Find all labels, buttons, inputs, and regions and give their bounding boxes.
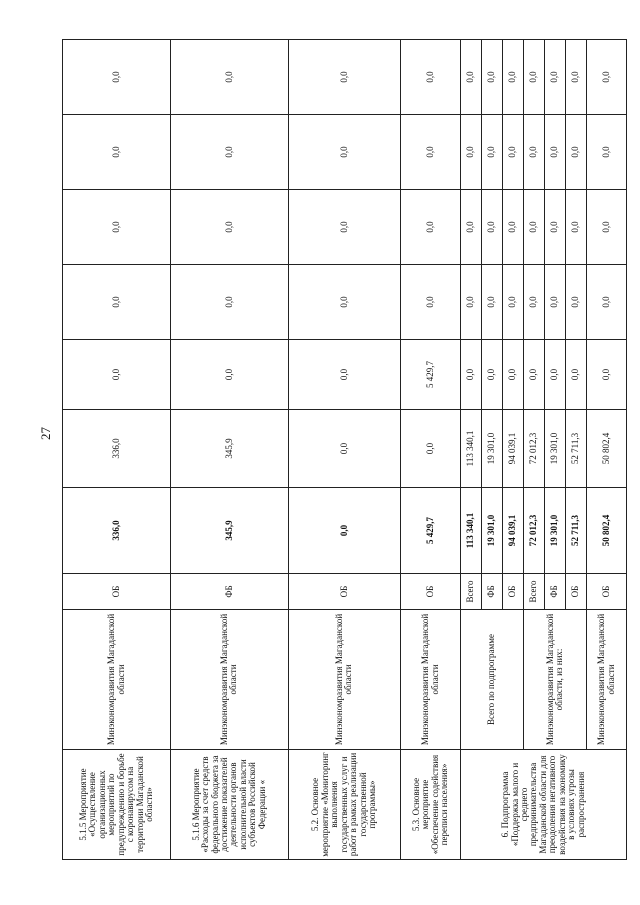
page-number: 27: [38, 427, 53, 440]
row-year-2: 0,0: [461, 340, 482, 410]
row-total: 5 429,7: [401, 488, 461, 574]
row-year-1: 19 301,0: [482, 410, 503, 488]
row-total: 19 301,0: [545, 488, 566, 574]
row-source: ФБ: [545, 574, 566, 610]
row-year-2: 0,0: [503, 340, 524, 410]
row-total: 0,0: [288, 488, 401, 574]
row-year-6: 0,0: [63, 40, 171, 115]
row-year-1: 50 802,4: [587, 410, 627, 488]
row-source: ОБ: [503, 574, 524, 610]
row-name: 5.1.5 Мероприятие «Осуществление организационных мероприятий по предупреждению и борьбе с коронавирусом на территории Магаданской области»: [63, 750, 171, 860]
row-year-4: 0,0: [503, 190, 524, 265]
row-year-3: 0,0: [503, 265, 524, 340]
row-source: ОБ: [566, 574, 587, 610]
row-total: 19 301,0: [482, 488, 503, 574]
row-source: Всего: [461, 574, 482, 610]
row-executor: Минэкономразвития Магаданской области: [63, 610, 171, 750]
row-executor: Минэкономразвития Магаданской области: [401, 610, 461, 750]
row-year-4: 0,0: [401, 190, 461, 265]
row-year-4: 0,0: [482, 190, 503, 265]
table-row: [171, 40, 288, 860]
row-year-5: 0,0: [461, 115, 482, 190]
row-name: 5.2. Основное мероприятие «Мониторинг выполнения государственных услуг и работ в рамках реализации государственной программы»: [288, 750, 401, 860]
row-year-3: 0,0: [63, 265, 171, 340]
row-source: ОБ: [401, 574, 461, 610]
row-year-1: 336,0: [63, 410, 171, 488]
row-year-2: 0,0: [587, 340, 627, 410]
subprogram-executor-total: Всего по подпрограмме: [461, 610, 524, 750]
row-year-3: 0,0: [401, 265, 461, 340]
row-year-4: 0,0: [171, 190, 288, 265]
row-year-3: 0,0: [566, 265, 587, 340]
row-year-4: 0,0: [288, 190, 401, 265]
row-year-5: 0,0: [171, 115, 288, 190]
row-year-6: 0,0: [171, 40, 288, 115]
row-year-2: 0,0: [566, 340, 587, 410]
row-total: 336,0: [63, 488, 171, 574]
row-year-3: 0,0: [545, 265, 566, 340]
row-total: 50 802,4: [587, 488, 627, 574]
row-source: ОБ: [288, 574, 401, 610]
row-year-4: 0,0: [63, 190, 171, 265]
row-year-5: 0,0: [524, 115, 545, 190]
row-total: 52 711,3: [566, 488, 587, 574]
row-executor: Минэкономразвития Магаданской области: [171, 610, 288, 750]
rotated-table-area: [62, 40, 627, 860]
row-year-1: 19 301,0: [545, 410, 566, 488]
row-source: ОБ: [63, 574, 171, 610]
row-year-6: 0,0: [587, 40, 627, 115]
row-source: ОБ: [587, 574, 627, 610]
row-year-6: 0,0: [503, 40, 524, 115]
row-year-5: 0,0: [288, 115, 401, 190]
row-year-3: 0,0: [288, 265, 401, 340]
row-total: 113 340,1: [461, 488, 482, 574]
row-year-4: 0,0: [545, 190, 566, 265]
table-row: [461, 40, 482, 860]
row-year-3: 0,0: [524, 265, 545, 340]
row-year-1: 94 039,1: [503, 410, 524, 488]
row-year-6: 0,0: [524, 40, 545, 115]
row-year-4: 0,0: [566, 190, 587, 265]
row-year-5: 0,0: [566, 115, 587, 190]
row-year-5: 0,0: [401, 115, 461, 190]
row-year-2: 0,0: [63, 340, 171, 410]
table-row: [401, 40, 461, 860]
row-year-4: 0,0: [587, 190, 627, 265]
row-year-2: 0,0: [288, 340, 401, 410]
subprogram-name: 6. Подпрограмма «Поддержка малого и среднего предпринимательства Магаданской области для преодоления негативного воздействия на экономику в условиях угрозы распространения: [461, 750, 627, 860]
row-total: 345,9: [171, 488, 288, 574]
row-year-5: 0,0: [63, 115, 171, 190]
row-year-1: 72 012,3: [524, 410, 545, 488]
row-year-1: 52 711,3: [566, 410, 587, 488]
row-year-5: 0,0: [503, 115, 524, 190]
budget-table: [62, 39, 627, 860]
row-year-2: 0,0: [524, 340, 545, 410]
row-year-6: 0,0: [461, 40, 482, 115]
row-name: 5.3. Основное мероприятие «Обеспечение содействия переписи населения»: [401, 750, 461, 860]
subprogram-executor-ministry: Минэкономразвития Магаданской области, из них:: [524, 610, 587, 750]
table-row: [288, 40, 401, 860]
row-executor: Минэкономразвития Магаданской области: [587, 610, 627, 750]
row-year-5: 0,0: [482, 115, 503, 190]
row-executor: Минэкономразвития Магаданской области: [288, 610, 401, 750]
row-source: Всего: [524, 574, 545, 610]
row-year-6: 0,0: [482, 40, 503, 115]
row-year-3: 0,0: [171, 265, 288, 340]
row-year-4: 0,0: [461, 190, 482, 265]
row-name: 5.1.6 Мероприятие «Расходы за счет средств федерального бюджета за достижение показателей деятельности органов исполнительной власти субъектов Российской Федерации «: [171, 750, 288, 860]
row-year-2: 0,0: [545, 340, 566, 410]
table-row: [63, 40, 171, 860]
row-total: 94 039,1: [503, 488, 524, 574]
row-year-2: 5 429,7: [401, 340, 461, 410]
row-total: 72 012,3: [524, 488, 545, 574]
row-year-1: 345,9: [171, 410, 288, 488]
row-year-2: 0,0: [171, 340, 288, 410]
row-year-6: 0,0: [288, 40, 401, 115]
row-year-3: 0,0: [461, 265, 482, 340]
table-row: [587, 40, 627, 860]
row-year-5: 0,0: [587, 115, 627, 190]
row-year-6: 0,0: [545, 40, 566, 115]
row-year-4: 0,0: [524, 190, 545, 265]
row-year-3: 0,0: [482, 265, 503, 340]
row-source: ФБ: [171, 574, 288, 610]
row-year-3: 0,0: [587, 265, 627, 340]
row-year-1: 113 340,1: [461, 410, 482, 488]
row-source: ФБ: [482, 574, 503, 610]
row-year-6: 0,0: [401, 40, 461, 115]
row-year-2: 0,0: [482, 340, 503, 410]
row-year-1: 0,0: [288, 410, 401, 488]
table-row: [524, 40, 545, 860]
row-year-1: 0,0: [401, 410, 461, 488]
row-year-6: 0,0: [566, 40, 587, 115]
row-year-5: 0,0: [545, 115, 566, 190]
